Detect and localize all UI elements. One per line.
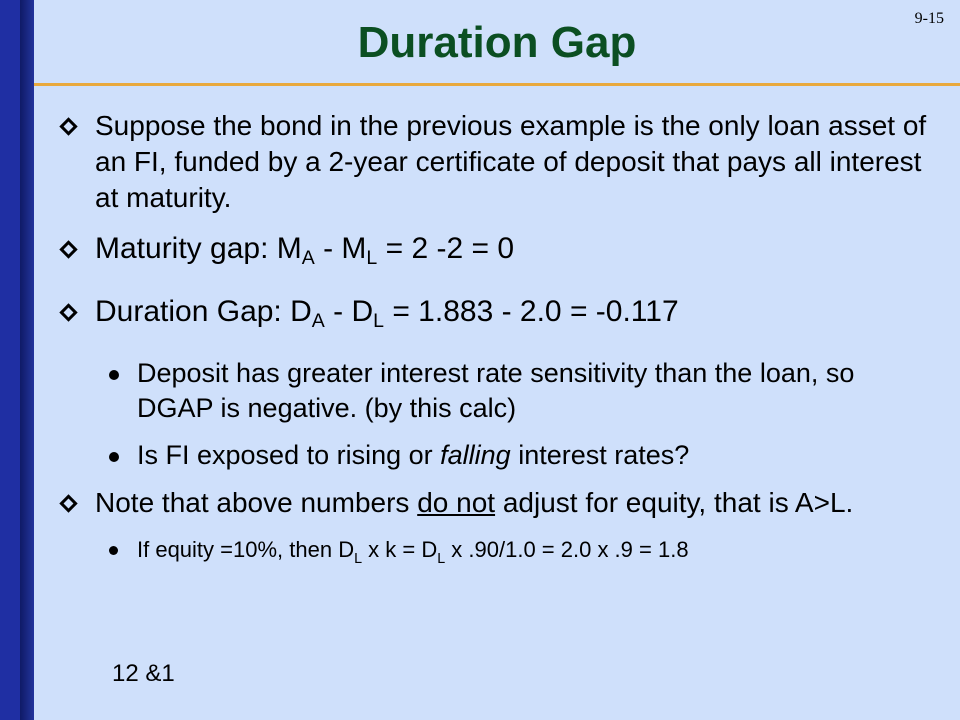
title-divider [34,83,960,86]
note-prefix: Note that above numbers [95,487,418,518]
bullet-duration-gap [62,293,932,340]
hollow-diamond-icon [59,303,77,321]
left-accent-bar [0,0,20,720]
duration-gap-suffix: = 1.883 - 2.0 = -0.117 [383,295,679,328]
question-emphasis: falling [440,440,511,470]
sub-bullet-exposure-question [62,438,932,473]
slide-footer: 12 &1 [112,660,175,687]
bullet-bond-funding [62,108,932,216]
duration-gap-prefix: Duration Gap: D [95,295,312,328]
hollow-diamond-icon [59,240,77,258]
equity-calc-c: x .90/1.0 = 2.0 x .9 = 1.8 [445,537,689,562]
slide-title: Duration Gap [357,18,637,67]
subscript-l: L [437,551,446,567]
question-prefix: Is FI exposed to rising or [137,440,441,470]
equity-calc-a: If equity =10%, then D [137,537,355,562]
subscript-l: L [354,551,363,567]
bullet-maturity-gap [62,230,932,277]
sub-bullet-text: Deposit has greater interest rate sensitivity than the loan, so DGAP is negative. (by this calc) [137,358,855,423]
equity-calc-b: x k = D [362,537,438,562]
hollow-diamond-icon [59,494,77,512]
bullet-equity-note [62,485,932,521]
dot-icon [109,546,118,555]
slide-number: 9-15 [914,10,944,27]
bullet-text: Suppose the bond in the previous example is the only loan asset of an FI, funded by a 2-year certificate of deposit that pays all interest at maturity. [95,110,927,213]
sub-bullet-deposit-sensitivity [62,356,932,426]
maturity-gap-prefix: Maturity gap: M [95,232,302,265]
maturity-gap-suffix: = 2 -2 = 0 [377,232,515,265]
left-accent-bar-edge [20,0,34,720]
sub-bullet-equity-calc [62,535,932,574]
subscript-l: L [373,310,384,332]
question-suffix: interest rates? [510,440,690,470]
dot-icon [109,370,119,380]
note-suffix: adjust for equity, that is A>L. [495,487,854,518]
subscript-l: L [366,247,378,269]
subscript-a: A [301,247,315,269]
slide-body [62,108,932,586]
subscript-a: A [311,310,325,332]
dot-icon [109,452,119,462]
hollow-diamond-icon [59,117,77,135]
duration-gap-mid: - D [324,295,374,328]
maturity-gap-mid: - M [314,232,367,265]
note-underline: do not [417,487,496,518]
